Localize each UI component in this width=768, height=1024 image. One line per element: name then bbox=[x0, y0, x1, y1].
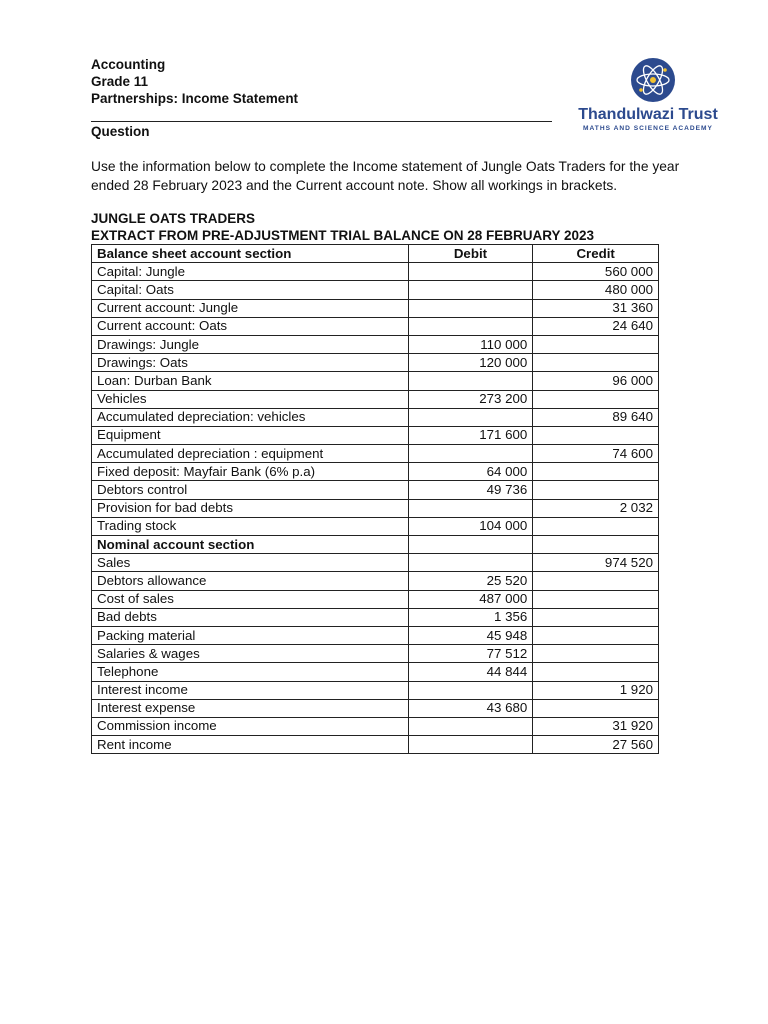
table-row bbox=[92, 517, 659, 535]
table-header-row bbox=[92, 245, 659, 263]
table-row bbox=[92, 736, 659, 754]
logo-name: Thandulwazi Trust bbox=[578, 106, 718, 123]
table-row bbox=[92, 645, 659, 663]
cell-description: Commission income bbox=[92, 717, 409, 735]
grade-label: Grade 11 bbox=[91, 74, 149, 89]
table-row bbox=[92, 390, 659, 408]
cell-debit: 273 200 bbox=[408, 390, 533, 408]
topic-label: Partnerships: Income Statement bbox=[91, 91, 299, 106]
cell-description: Current account: Oats bbox=[92, 317, 409, 335]
table-row bbox=[92, 681, 659, 699]
cell-debit bbox=[408, 499, 533, 517]
cell-credit: 1 920 bbox=[533, 681, 659, 699]
cell-debit: 77 512 bbox=[408, 645, 533, 663]
table-row bbox=[92, 717, 659, 735]
table-row bbox=[92, 699, 659, 717]
table-row bbox=[92, 317, 659, 335]
cell-debit: 43 680 bbox=[408, 699, 533, 717]
cell-credit bbox=[533, 517, 659, 535]
cell-credit: 2 032 bbox=[533, 499, 659, 517]
cell-debit bbox=[408, 717, 533, 735]
cell-debit: 64 000 bbox=[408, 463, 533, 481]
table-body bbox=[92, 263, 659, 754]
cell-description: Interest expense bbox=[92, 699, 409, 717]
cell-description: Salaries & wages bbox=[92, 645, 409, 663]
cell-debit: 49 736 bbox=[408, 481, 533, 499]
cell-debit: 44 844 bbox=[408, 663, 533, 681]
cell-description: Loan: Durban Bank bbox=[92, 372, 409, 390]
table-row bbox=[92, 263, 659, 281]
cell-description: Packing material bbox=[92, 626, 409, 644]
cell-debit: 487 000 bbox=[408, 590, 533, 608]
thandulwazi-logo bbox=[575, 56, 721, 136]
cell-description: Rent income bbox=[92, 736, 409, 754]
cell-debit: 171 600 bbox=[408, 426, 533, 444]
cell-credit bbox=[533, 645, 659, 663]
cell-credit bbox=[533, 699, 659, 717]
cell-description: Debtors control bbox=[92, 481, 409, 499]
cell-debit bbox=[408, 536, 533, 554]
header-divider bbox=[91, 121, 552, 122]
cell-credit bbox=[533, 463, 659, 481]
cell-credit: 974 520 bbox=[533, 554, 659, 572]
cell-debit bbox=[408, 317, 533, 335]
header-debit: Debit bbox=[408, 245, 533, 263]
table-row bbox=[92, 281, 659, 299]
cell-credit bbox=[533, 663, 659, 681]
cell-credit: 480 000 bbox=[533, 281, 659, 299]
cell-description: Accumulated depreciation : equipment bbox=[92, 445, 409, 463]
cell-description: Vehicles bbox=[92, 390, 409, 408]
cell-debit bbox=[408, 263, 533, 281]
table-row bbox=[92, 408, 659, 426]
table-row bbox=[92, 481, 659, 499]
company-subtitle: EXTRACT FROM PRE-ADJUSTMENT TRIAL BALANCE ON 28 FEBRUARY 2023 bbox=[91, 228, 595, 243]
cell-credit: 74 600 bbox=[533, 445, 659, 463]
company-name: JUNGLE OATS TRADERS bbox=[91, 211, 256, 226]
cell-debit: 120 000 bbox=[408, 354, 533, 372]
atom-icon bbox=[575, 56, 721, 106]
cell-credit bbox=[533, 335, 659, 353]
table-row bbox=[92, 335, 659, 353]
cell-credit: 560 000 bbox=[533, 263, 659, 281]
cell-credit bbox=[533, 354, 659, 372]
table-row bbox=[92, 572, 659, 590]
cell-description: Fixed deposit: Mayfair Bank (6% p.a) bbox=[92, 463, 409, 481]
table-row bbox=[92, 536, 659, 554]
cell-debit bbox=[408, 299, 533, 317]
cell-description: Current account: Jungle bbox=[92, 299, 409, 317]
cell-credit: 31 360 bbox=[533, 299, 659, 317]
cell-description: Cost of sales bbox=[92, 590, 409, 608]
cell-credit bbox=[533, 426, 659, 444]
table-row bbox=[92, 299, 659, 317]
cell-description: Telephone bbox=[92, 663, 409, 681]
subject-label: Accounting bbox=[91, 57, 166, 72]
logo-tagline: MATHS AND SCIENCE ACADEMY bbox=[583, 125, 713, 132]
table-row bbox=[92, 608, 659, 626]
cell-credit bbox=[533, 608, 659, 626]
cell-credit bbox=[533, 590, 659, 608]
cell-description: Debtors allowance bbox=[92, 572, 409, 590]
trial-balance-table bbox=[91, 244, 659, 754]
table-row bbox=[92, 426, 659, 444]
cell-credit: 89 640 bbox=[533, 408, 659, 426]
cell-credit bbox=[533, 481, 659, 499]
table-row bbox=[92, 663, 659, 681]
header-credit: Credit bbox=[533, 245, 659, 263]
cell-debit: 104 000 bbox=[408, 517, 533, 535]
cell-description: Trading stock bbox=[92, 517, 409, 535]
cell-debit: 45 948 bbox=[408, 626, 533, 644]
table-row bbox=[92, 554, 659, 572]
cell-description: Drawings: Jungle bbox=[92, 335, 409, 353]
document-header bbox=[91, 56, 298, 107]
cell-credit bbox=[533, 572, 659, 590]
cell-description: Capital: Oats bbox=[92, 281, 409, 299]
company-heading bbox=[91, 210, 594, 244]
table-row bbox=[92, 372, 659, 390]
cell-credit bbox=[533, 390, 659, 408]
table-row bbox=[92, 626, 659, 644]
cell-credit: 31 920 bbox=[533, 717, 659, 735]
cell-description: Bad debts bbox=[92, 608, 409, 626]
cell-description: Provision for bad debts bbox=[92, 499, 409, 517]
cell-debit bbox=[408, 281, 533, 299]
table-row bbox=[92, 445, 659, 463]
table-row bbox=[92, 590, 659, 608]
table-row bbox=[92, 499, 659, 517]
cell-description: Drawings: Oats bbox=[92, 354, 409, 372]
cell-credit bbox=[533, 626, 659, 644]
header-description: Balance sheet account section bbox=[92, 245, 409, 263]
question-heading: Question bbox=[91, 124, 150, 139]
table-row bbox=[92, 354, 659, 372]
cell-debit bbox=[408, 681, 533, 699]
cell-debit: 110 000 bbox=[408, 335, 533, 353]
cell-debit bbox=[408, 736, 533, 754]
cell-description: Sales bbox=[92, 554, 409, 572]
instructions-text: Use the information below to complete the Income statement of Jungle Oats Traders for the year ended 28 February 2023 and the Current account note. Show all workings in brackets. bbox=[91, 159, 680, 193]
cell-credit: 27 560 bbox=[533, 736, 659, 754]
cell-credit: 24 640 bbox=[533, 317, 659, 335]
cell-credit: 96 000 bbox=[533, 372, 659, 390]
cell-description: Capital: Jungle bbox=[92, 263, 409, 281]
cell-description: Nominal account section bbox=[92, 536, 409, 554]
cell-description: Interest income bbox=[92, 681, 409, 699]
cell-debit bbox=[408, 554, 533, 572]
cell-debit: 25 520 bbox=[408, 572, 533, 590]
cell-credit bbox=[533, 536, 659, 554]
cell-debit: 1 356 bbox=[408, 608, 533, 626]
cell-debit bbox=[408, 372, 533, 390]
cell-debit bbox=[408, 408, 533, 426]
cell-description: Equipment bbox=[92, 426, 409, 444]
cell-description: Accumulated depreciation: vehicles bbox=[92, 408, 409, 426]
table-row bbox=[92, 463, 659, 481]
cell-debit bbox=[408, 445, 533, 463]
